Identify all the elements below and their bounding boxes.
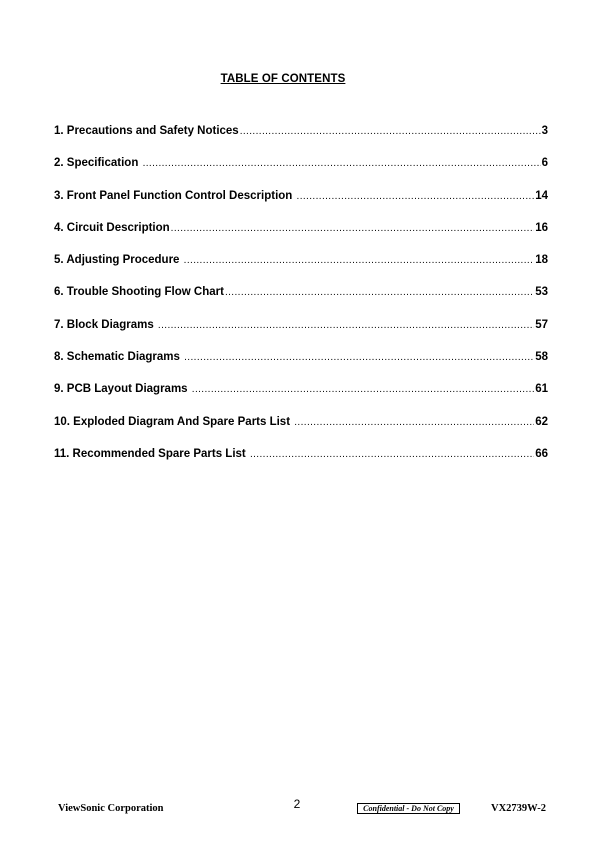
- toc-leader-dots: [192, 383, 534, 397]
- toc-leader-dots: [171, 222, 535, 236]
- toc-entry-page: 58: [535, 351, 548, 364]
- toc-leader-dots: [184, 254, 535, 268]
- toc-entry-label: 4. Circuit Description: [54, 221, 170, 234]
- toc-entry[interactable]: [54, 382, 548, 414]
- toc-entry-page: 6: [541, 157, 548, 170]
- toc-leader-dots: [225, 286, 534, 300]
- toc-entry-label: 3. Front Panel Function Control Description: [54, 189, 296, 202]
- toc-leader-dots: [297, 190, 535, 204]
- toc-entry[interactable]: [54, 415, 548, 447]
- toc-entry[interactable]: [54, 285, 548, 317]
- toc-entry-label: 11. Recommended Spare Parts List: [54, 447, 249, 460]
- toc-entry[interactable]: [54, 253, 548, 285]
- toc-title: TABLE OF CONTENTS: [220, 73, 346, 85]
- toc-entry[interactable]: [54, 124, 548, 156]
- toc-entry-page: 66: [535, 447, 548, 460]
- footer-confidential-notice: Confidential - Do Not Copy: [357, 803, 460, 814]
- toc-entry[interactable]: [54, 189, 548, 221]
- toc-leader-dots: [240, 125, 541, 139]
- toc-leader-dots: [250, 448, 534, 462]
- toc-entry[interactable]: [54, 318, 548, 350]
- toc-entry-page: 61: [535, 383, 548, 396]
- toc-list: [54, 124, 548, 479]
- toc-entry-label: 7. Block Diagrams: [54, 318, 157, 331]
- toc-entry[interactable]: [54, 350, 548, 382]
- footer-page-number: 2: [293, 797, 301, 811]
- toc-leader-dots: [294, 416, 534, 430]
- toc-entry-page: 14: [535, 189, 548, 202]
- toc-entry[interactable]: [54, 156, 548, 188]
- toc-entry-label: 8. Schematic Diagrams: [54, 351, 184, 364]
- toc-entry-page: 16: [535, 221, 548, 234]
- toc-leader-dots: [184, 351, 534, 365]
- toc-entry-page: 62: [535, 415, 548, 428]
- toc-entry-page: 3: [541, 125, 548, 137]
- toc-entry[interactable]: [54, 447, 548, 479]
- toc-entry-label: 1. Precautions and Safety Notices: [54, 125, 239, 137]
- toc-entry-label: 5. Adjusting Procedure: [54, 254, 183, 267]
- toc-entry[interactable]: [54, 221, 548, 253]
- toc-entry-label: 2. Specification: [54, 157, 142, 170]
- toc-entry-label: 10. Exploded Diagram And Spare Parts List: [54, 415, 294, 428]
- toc-entry-label: 6. Trouble Shooting Flow Chart: [54, 286, 224, 299]
- toc-entry-page: 53: [535, 286, 548, 299]
- toc-leader-dots: [158, 319, 534, 333]
- toc-entry-label: 9. PCB Layout Diagrams: [54, 383, 191, 396]
- footer-model-number: VX2739W-2: [491, 803, 547, 814]
- footer-company: ViewSonic Corporation: [58, 803, 164, 814]
- toc-leader-dots: [143, 157, 541, 171]
- toc-entry-page: 57: [535, 318, 548, 331]
- toc-entry-page: 18: [535, 254, 548, 267]
